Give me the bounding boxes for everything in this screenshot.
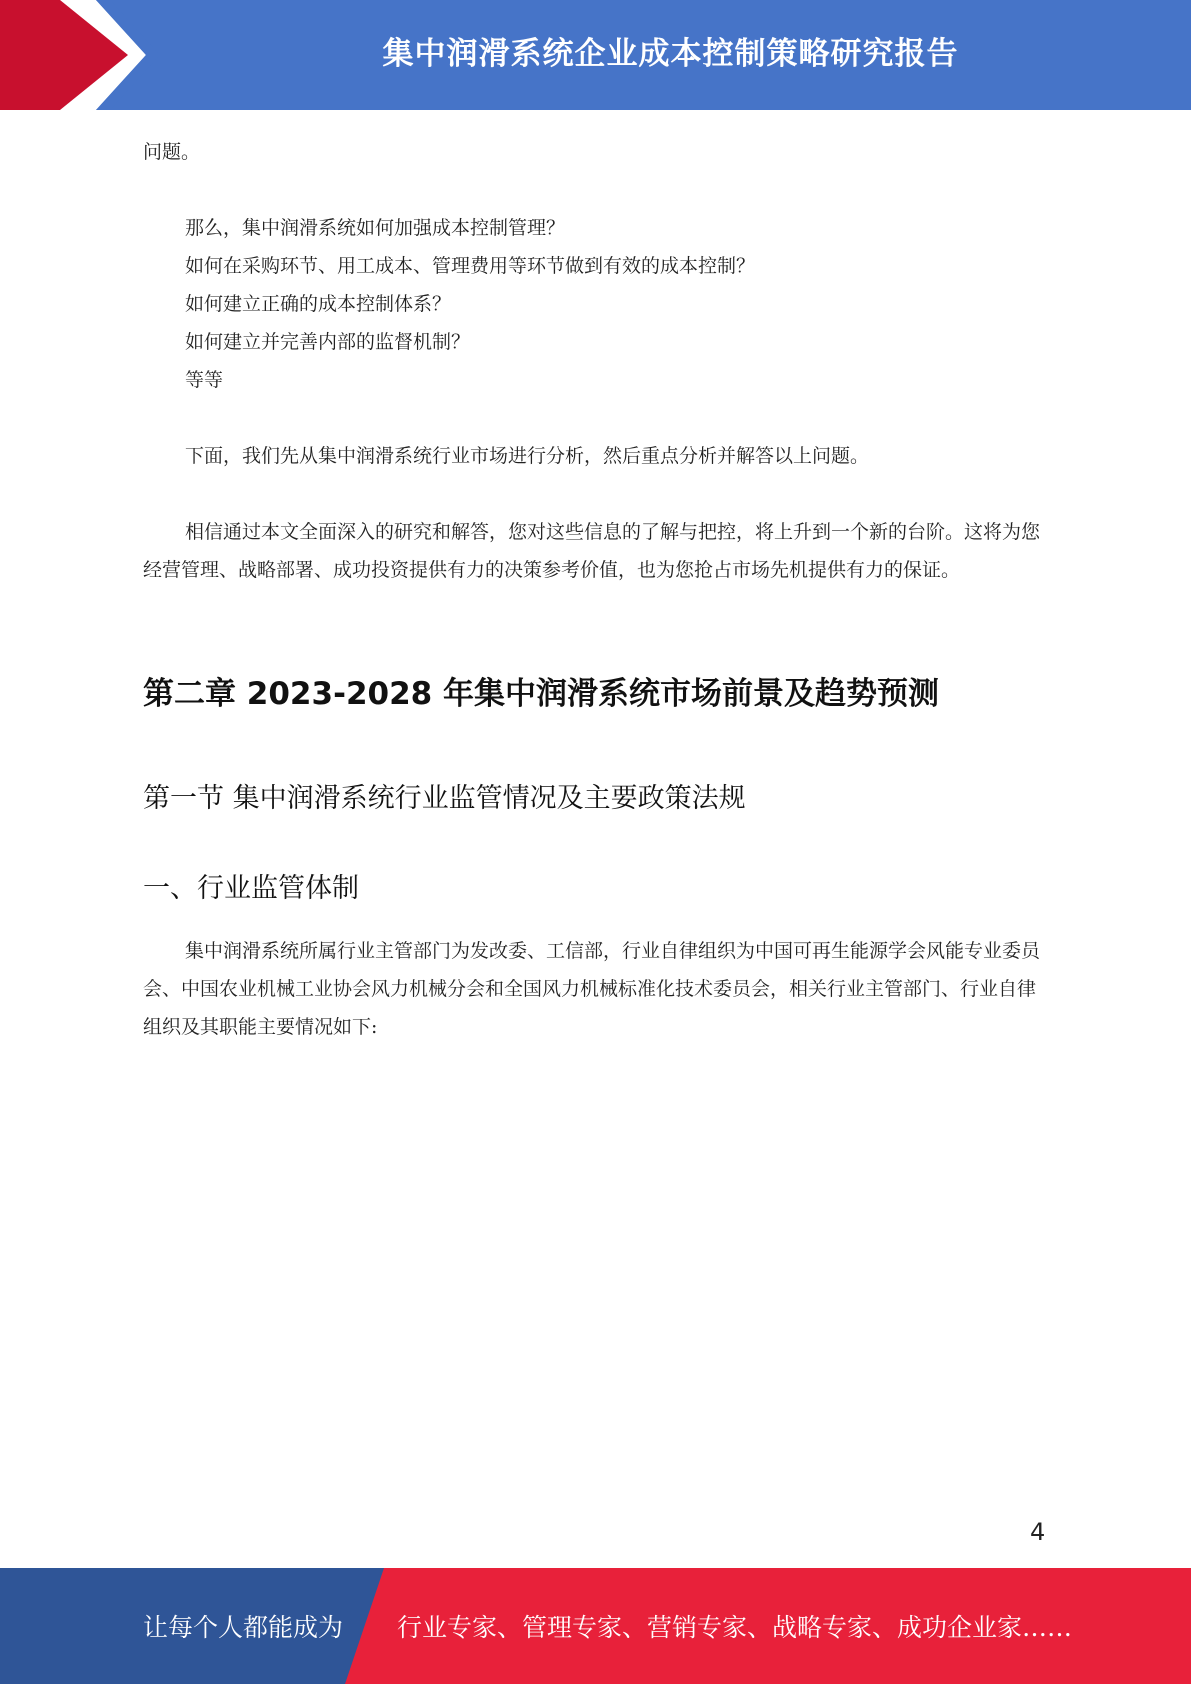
footer-slogan-right: 行业专家、管理专家、营销专家、战略专家、成功企业家…… (397, 1613, 1073, 1642)
page-number: 4 (1030, 1518, 1046, 1546)
section-heading: 第一节 集中润滑系统行业监管情况及主要政策法规 (143, 783, 746, 814)
chapter-heading: 第二章 2023-2028 年集中润滑系统市场前景及趋势预测 (143, 676, 940, 712)
footer-slogan-left: 让每个人都能成为 (143, 1613, 344, 1642)
paragraph-analysis: 下面，我们先从集中润滑系统行业市场进行分析，然后重点分析并解答以上问题。 (185, 445, 870, 467)
question-line: 如何建立并完善内部的监督机制？ (185, 331, 471, 353)
header-title: 集中润滑系统企业成本控制策略研究报告 (382, 35, 959, 72)
header-arrow-decoration (0, 0, 160, 110)
page-footer (0, 1568, 1191, 1684)
subsection-heading: 一、行业监管体制 (143, 873, 359, 904)
paragraph-belief: 相信通过本文全面深入的研究和解答，您对这些信息的了解与把控，将上升到一个新的台阶。这将为您经营管理、战略部署、成功投资提供有力的决策参考价值，也为您抢占市场先机提供有力的保证。 (143, 521, 1041, 581)
question-line: 如何建立正确的成本控制体系？ (185, 293, 452, 315)
question-line: 那么，集中润滑系统如何加强成本控制管理？ (185, 217, 566, 239)
question-line: 如何在采购环节、用工成本、管理费用等环节做到有效的成本控制？ (185, 255, 756, 277)
paragraph-regulation: 集中润滑系统所属行业主管部门为发改委、工信部，行业自律组织为中国可再生能源学会风能专业委员会、中国农业机械工业协会风力机械分会和全国风力机械标准化技术委员会，相关行业主管部门、行业自律组织及其职能主要情况如下: (143, 940, 1041, 1038)
question-line: 等等 (185, 369, 224, 391)
paragraph-continued: 问题。 (143, 141, 201, 163)
page-header (0, 0, 1191, 110)
